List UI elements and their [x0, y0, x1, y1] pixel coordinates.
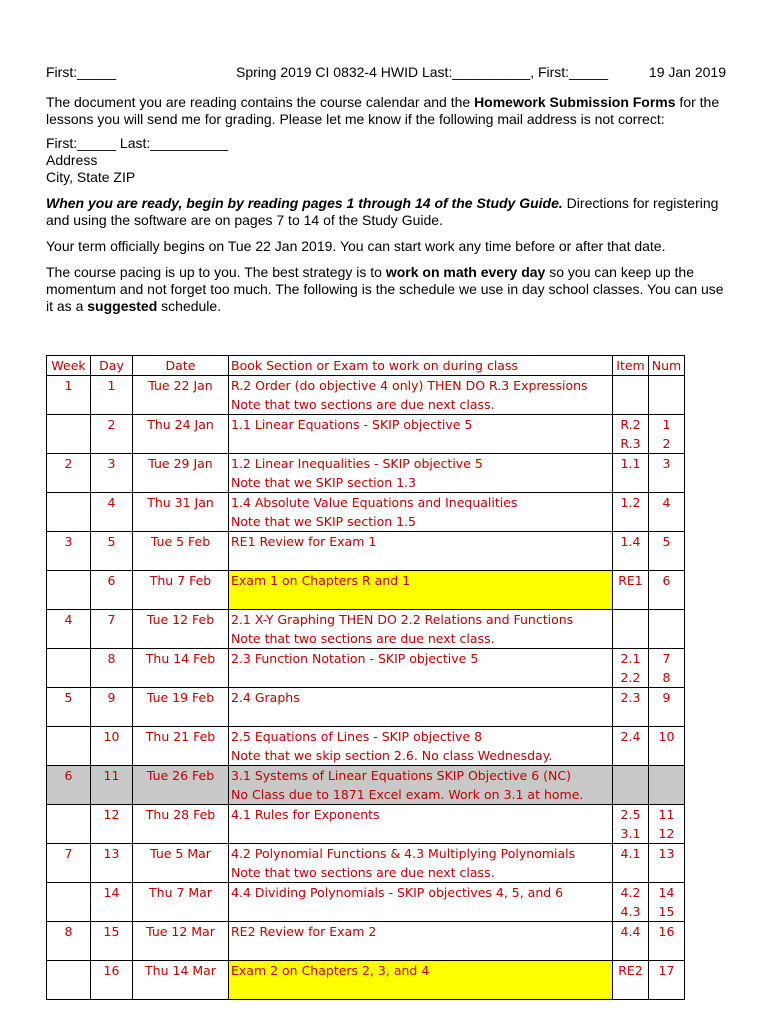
date-cell: [133, 805, 229, 844]
address-city-line: City, State ZIP: [46, 169, 136, 185]
book-section-text: 3.1 Systems of Linear Equations SKIP Objective 6 (NC): [231, 768, 571, 783]
pacing-paragraph: The course pacing is up to you. The best strategy is to work on math every day so you can keep up the momentum and not forget too much. The following is the schedule we use in day school classes. You can use it as a suggested schedule.: [46, 264, 724, 314]
day-cell: [91, 571, 133, 610]
date-cell: [133, 376, 229, 415]
day-number: 16: [103, 963, 120, 978]
item-number: [649, 785, 684, 804]
date-cell: [133, 727, 229, 766]
book-section-text: 4.1 Rules for Exponents: [231, 807, 380, 822]
date-cell: [133, 571, 229, 610]
book-section-note: Note that we SKIP section 1.5: [231, 514, 417, 529]
schedule-row: [47, 454, 685, 493]
num-cell: [649, 649, 685, 688]
class-date: Tue 5 Mar: [150, 846, 211, 861]
item-code: [613, 766, 648, 785]
study-guide-instructions: When you are ready, begin by reading pages 1 through 14 of the Study Guide. Directions for registering and using the software are on pages 7 to 14 of the Study Guide.: [46, 195, 719, 228]
item-code: [613, 395, 648, 414]
num-cell: [649, 376, 685, 415]
week-number: 3: [64, 534, 73, 549]
book-section-cell: [229, 376, 613, 415]
num-cell: [649, 415, 685, 454]
book-section-cell: [229, 922, 613, 961]
week-number: [47, 883, 90, 902]
item-code: 2.2: [620, 670, 641, 685]
book-section-cell: [229, 688, 613, 727]
num-cell: [649, 688, 685, 727]
week-cell: [47, 454, 91, 493]
schedule-row: [47, 532, 685, 571]
item-number: [649, 551, 684, 570]
class-date: Tue 26 Feb: [146, 768, 215, 783]
class-date: Tue 12 Feb: [146, 612, 215, 627]
document-page: [46, 64, 726, 315]
col-header-num: Num: [649, 356, 685, 376]
header-date: 19 Jan 2019: [648, 64, 726, 80]
item-code: [613, 980, 648, 999]
day-number: 11: [103, 768, 120, 783]
item-code: 1.4: [620, 534, 641, 549]
week-cell: [47, 961, 91, 1000]
week-number: [47, 727, 90, 746]
week-cell: [47, 493, 91, 532]
item-number: 7: [662, 651, 671, 666]
num-cell: [649, 454, 685, 493]
book-section-note: [231, 902, 612, 921]
item-code: R.3: [620, 436, 641, 451]
item-code: 2.3: [620, 690, 641, 705]
item-code: R.2: [620, 417, 641, 432]
item-number: 3: [662, 456, 671, 471]
intro-paragraph: The document you are reading contains the course calendar and the Homework Submission Forms for the lessons you will send me for grading. Please let me know if the following mail address is not correct:: [46, 94, 720, 127]
week-cell: [47, 415, 91, 454]
week-number: [47, 961, 90, 980]
day-number: 10: [103, 729, 120, 744]
item-number: [649, 707, 684, 726]
week-number: 5: [64, 690, 73, 705]
item-number: 9: [662, 690, 671, 705]
book-section-cell: [229, 844, 613, 883]
book-section-note: Note that two sections are due next class.: [231, 631, 495, 646]
class-date: Tue 29 Jan: [148, 456, 213, 471]
week-number: [47, 805, 90, 824]
book-section-cell: [229, 532, 613, 571]
date-cell: [133, 883, 229, 922]
course-schedule-table: [46, 355, 685, 1000]
book-section-text: Exam 2 on Chapters 2, 3, and 4: [231, 963, 430, 978]
day-cell: [91, 727, 133, 766]
schedule-row: [47, 688, 685, 727]
day-number: 1: [107, 378, 116, 393]
col-header-week: Week: [47, 356, 91, 376]
book-section-text: Exam 1 on Chapters R and 1: [231, 573, 411, 588]
week-number: [47, 415, 90, 434]
week-cell: [47, 688, 91, 727]
class-date: Thu 28 Feb: [145, 807, 216, 822]
class-date: Thu 21 Feb: [145, 729, 216, 744]
col-header-day: Day: [91, 356, 133, 376]
book-section-text: 2.3 Function Notation - SKIP objective 5: [231, 651, 479, 666]
col-header-date: Date: [133, 356, 229, 376]
item-code: [613, 941, 648, 960]
item-code: [613, 610, 648, 629]
week-cell: [47, 571, 91, 610]
item-number: 16: [658, 924, 675, 939]
item-cell: [613, 961, 649, 1000]
item-number: 4: [662, 495, 671, 510]
day-number: 15: [103, 924, 120, 939]
date-cell: [133, 415, 229, 454]
book-section-note: [231, 434, 612, 453]
week-cell: [47, 649, 91, 688]
week-number: 1: [64, 378, 73, 393]
item-cell: [613, 649, 649, 688]
week-cell: [47, 844, 91, 883]
item-code: RE1: [618, 573, 643, 588]
book-section-note: [231, 707, 612, 726]
day-cell: [91, 493, 133, 532]
book-section-note: Note that we SKIP section 1.3: [231, 475, 417, 490]
day-cell: [91, 454, 133, 493]
day-cell: [91, 688, 133, 727]
item-cell: [613, 493, 649, 532]
date-cell: [133, 649, 229, 688]
schedule-row: [47, 415, 685, 454]
schedule-row: [47, 922, 685, 961]
date-cell: [133, 493, 229, 532]
item-number: [649, 980, 684, 999]
day-cell: [91, 532, 133, 571]
week-number: 2: [64, 456, 73, 471]
schedule-row: [47, 805, 685, 844]
schedule-row: [47, 376, 685, 415]
address-name-line: First:_____ Last:__________: [46, 135, 229, 151]
date-cell: [133, 766, 229, 805]
week-number: 4: [64, 612, 73, 627]
num-cell: [649, 532, 685, 571]
book-section-text: 4.4 Dividing Polynomials - SKIP objectives 4, 5, and 6: [231, 885, 564, 900]
week-number: [47, 571, 90, 590]
day-cell: [91, 376, 133, 415]
num-cell: [649, 961, 685, 1000]
num-cell: [649, 805, 685, 844]
num-cell: [649, 922, 685, 961]
book-section-text: 4.2 Polynomial Functions & 4.3 Multiplying Polynomials: [231, 846, 576, 861]
item-code: 2.4: [620, 729, 641, 744]
week-cell: [47, 376, 91, 415]
document-header: [46, 64, 726, 82]
book-section-text: R.2 Order (do objective 4 only) THEN DO R.3 Expressions: [231, 378, 588, 393]
book-section-cell: [229, 415, 613, 454]
item-code: [613, 376, 648, 395]
day-cell: [91, 844, 133, 883]
address-street-line: Address: [46, 152, 98, 168]
book-section-note: Note that two sections are due next class.: [231, 397, 495, 412]
date-cell: [133, 961, 229, 1000]
book-section-note: No Class due to 1871 Excel exam. Work on 3.1 at home.: [231, 787, 584, 802]
day-number: 12: [103, 807, 120, 822]
class-date: Thu 14 Mar: [145, 963, 216, 978]
week-cell: [47, 766, 91, 805]
book-section-text: 1.2 Linear Inequalities - SKIP objective 5: [231, 456, 483, 471]
item-cell: [613, 454, 649, 493]
item-code: 4.1: [620, 846, 641, 861]
col-header-book-section: Book Section or Exam to work on during class: [229, 356, 613, 376]
item-number: [649, 590, 684, 609]
item-number: 1: [662, 417, 671, 432]
item-code: [613, 746, 648, 765]
week-number: [47, 493, 90, 512]
week-number: 6: [64, 768, 73, 783]
schedule-row: [47, 844, 685, 883]
item-code: 2.5: [620, 807, 641, 822]
item-code: [613, 512, 648, 531]
item-code: 1.2: [620, 495, 641, 510]
date-cell: [133, 844, 229, 883]
num-cell: [649, 610, 685, 649]
book-section-text: 2.1 X-Y Graphing THEN DO 2.2 Relations and Functions: [231, 612, 574, 627]
book-section-cell: [229, 610, 613, 649]
date-cell: [133, 922, 229, 961]
date-cell: [133, 688, 229, 727]
item-code: [613, 863, 648, 882]
book-section-note: Note that we skip section 2.6. No class Wednesday.: [231, 748, 553, 763]
book-section-cell: [229, 571, 613, 610]
day-number: 14: [103, 885, 120, 900]
book-section-note: [231, 668, 612, 687]
class-date: Thu 31 Jan: [147, 495, 214, 510]
item-code: 2.1: [620, 651, 641, 666]
book-section-note: [231, 941, 612, 960]
day-cell: [91, 415, 133, 454]
week-cell: [47, 883, 91, 922]
item-cell: [613, 532, 649, 571]
book-section-text: 2.4 Graphs: [231, 690, 300, 705]
book-section-cell: [229, 493, 613, 532]
item-number: [649, 376, 684, 395]
day-number: 5: [107, 534, 116, 549]
term-start-paragraph: Your term officially begins on Tue 22 Jan 2019. You can start work any time before or after that date.: [46, 238, 666, 254]
class-date: Thu 14 Feb: [145, 651, 216, 666]
schedule-row: [47, 610, 685, 649]
item-cell: [613, 883, 649, 922]
item-cell: [613, 688, 649, 727]
item-cell: [613, 727, 649, 766]
book-section-text: 1.4 Absolute Value Equations and Inequalities: [231, 495, 518, 510]
class-date: Thu 7 Feb: [149, 573, 212, 588]
book-section-cell: [229, 454, 613, 493]
day-number: 9: [107, 690, 116, 705]
item-code: 4.2: [620, 885, 641, 900]
schedule-row: [47, 571, 685, 610]
item-number: [649, 395, 684, 414]
day-cell: [91, 649, 133, 688]
num-cell: [649, 571, 685, 610]
item-number: 17: [658, 963, 675, 978]
day-cell: [91, 922, 133, 961]
week-number: 7: [64, 846, 73, 861]
book-section-note: [231, 551, 612, 570]
item-number: [649, 610, 684, 629]
item-number: 11: [658, 807, 675, 822]
item-cell: [613, 376, 649, 415]
schedule-header-row: [47, 356, 685, 376]
schedule-row: [47, 961, 685, 1000]
num-cell: [649, 727, 685, 766]
item-number: 5: [662, 534, 671, 549]
item-code: 4.3: [620, 904, 641, 919]
num-cell: [649, 766, 685, 805]
date-cell: [133, 454, 229, 493]
book-section-cell: [229, 649, 613, 688]
item-cell: [613, 844, 649, 883]
book-section-text: 1.1 Linear Equations - SKIP objective 5: [231, 417, 473, 432]
num-cell: [649, 493, 685, 532]
week-cell: [47, 532, 91, 571]
book-section-note: Note that two sections are due next class.: [231, 865, 495, 880]
item-number: [649, 863, 684, 882]
book-section-cell: [229, 766, 613, 805]
header-course-line: Spring 2019 CI 0832-4 HWID Last:__________, First:_____: [236, 64, 609, 80]
col-header-item: Item: [613, 356, 649, 376]
book-section-note: [231, 590, 612, 609]
day-cell: [91, 883, 133, 922]
class-date: Tue 12 Mar: [146, 924, 215, 939]
day-number: 8: [107, 651, 116, 666]
schedule-row: [47, 493, 685, 532]
schedule-row: [47, 649, 685, 688]
item-cell: [613, 805, 649, 844]
item-number: [649, 512, 684, 531]
book-section-cell: [229, 805, 613, 844]
item-number: 8: [662, 670, 671, 685]
book-section-cell: [229, 883, 613, 922]
day-cell: [91, 610, 133, 649]
class-date: Thu 7 Mar: [149, 885, 212, 900]
day-number: 6: [107, 573, 116, 588]
week-cell: [47, 805, 91, 844]
item-number: 15: [658, 904, 675, 919]
day-cell: [91, 961, 133, 1000]
item-code: 4.4: [620, 924, 641, 939]
week-cell: [47, 922, 91, 961]
class-date: Tue 22 Jan: [148, 378, 213, 393]
book-section-text: RE1 Review for Exam 1: [231, 534, 377, 549]
item-code: [613, 590, 648, 609]
book-section-note: [231, 824, 612, 843]
item-code: [613, 473, 648, 492]
item-number: 2: [662, 436, 671, 451]
item-cell: [613, 610, 649, 649]
item-number: [649, 629, 684, 648]
item-code: 1.1: [620, 456, 641, 471]
day-number: 7: [107, 612, 116, 627]
num-cell: [649, 883, 685, 922]
item-number: 12: [658, 826, 675, 841]
item-cell: [613, 766, 649, 805]
item-number: 13: [658, 846, 675, 861]
day-cell: [91, 805, 133, 844]
day-number: 2: [107, 417, 116, 432]
book-section-text: 2.5 Equations of Lines - SKIP objective 8: [231, 729, 483, 744]
week-number: 8: [64, 924, 73, 939]
item-number: [649, 766, 684, 785]
item-number: 6: [662, 573, 671, 588]
week-number: [47, 649, 90, 668]
book-section-cell: [229, 727, 613, 766]
item-code: 3.1: [620, 826, 641, 841]
header-first-field: First:_____: [46, 64, 117, 80]
book-section-cell: [229, 961, 613, 1000]
item-cell: [613, 922, 649, 961]
num-cell: [649, 844, 685, 883]
item-code: [613, 785, 648, 804]
week-cell: [47, 610, 91, 649]
class-date: Tue 19 Feb: [146, 690, 215, 705]
item-number: [649, 473, 684, 492]
class-date: Thu 24 Jan: [147, 417, 214, 432]
day-number: 3: [107, 456, 116, 471]
item-number: [649, 941, 684, 960]
class-date: Tue 5 Feb: [150, 534, 211, 549]
book-section-text: RE2 Review for Exam 2: [231, 924, 377, 939]
item-code: RE2: [618, 963, 643, 978]
day-number: 4: [107, 495, 116, 510]
item-code: [613, 551, 648, 570]
schedule-row: [47, 766, 685, 805]
day-number: 13: [103, 846, 120, 861]
item-number: 14: [658, 885, 675, 900]
item-number: [649, 746, 684, 765]
date-cell: [133, 532, 229, 571]
schedule-row: [47, 727, 685, 766]
mail-address-block: [46, 135, 726, 186]
item-code: [613, 707, 648, 726]
item-cell: [613, 571, 649, 610]
schedule-row: [47, 883, 685, 922]
week-cell: [47, 727, 91, 766]
item-code: [613, 629, 648, 648]
item-cell: [613, 415, 649, 454]
book-section-note: [231, 980, 612, 999]
day-cell: [91, 766, 133, 805]
item-number: 10: [658, 729, 675, 744]
date-cell: [133, 610, 229, 649]
